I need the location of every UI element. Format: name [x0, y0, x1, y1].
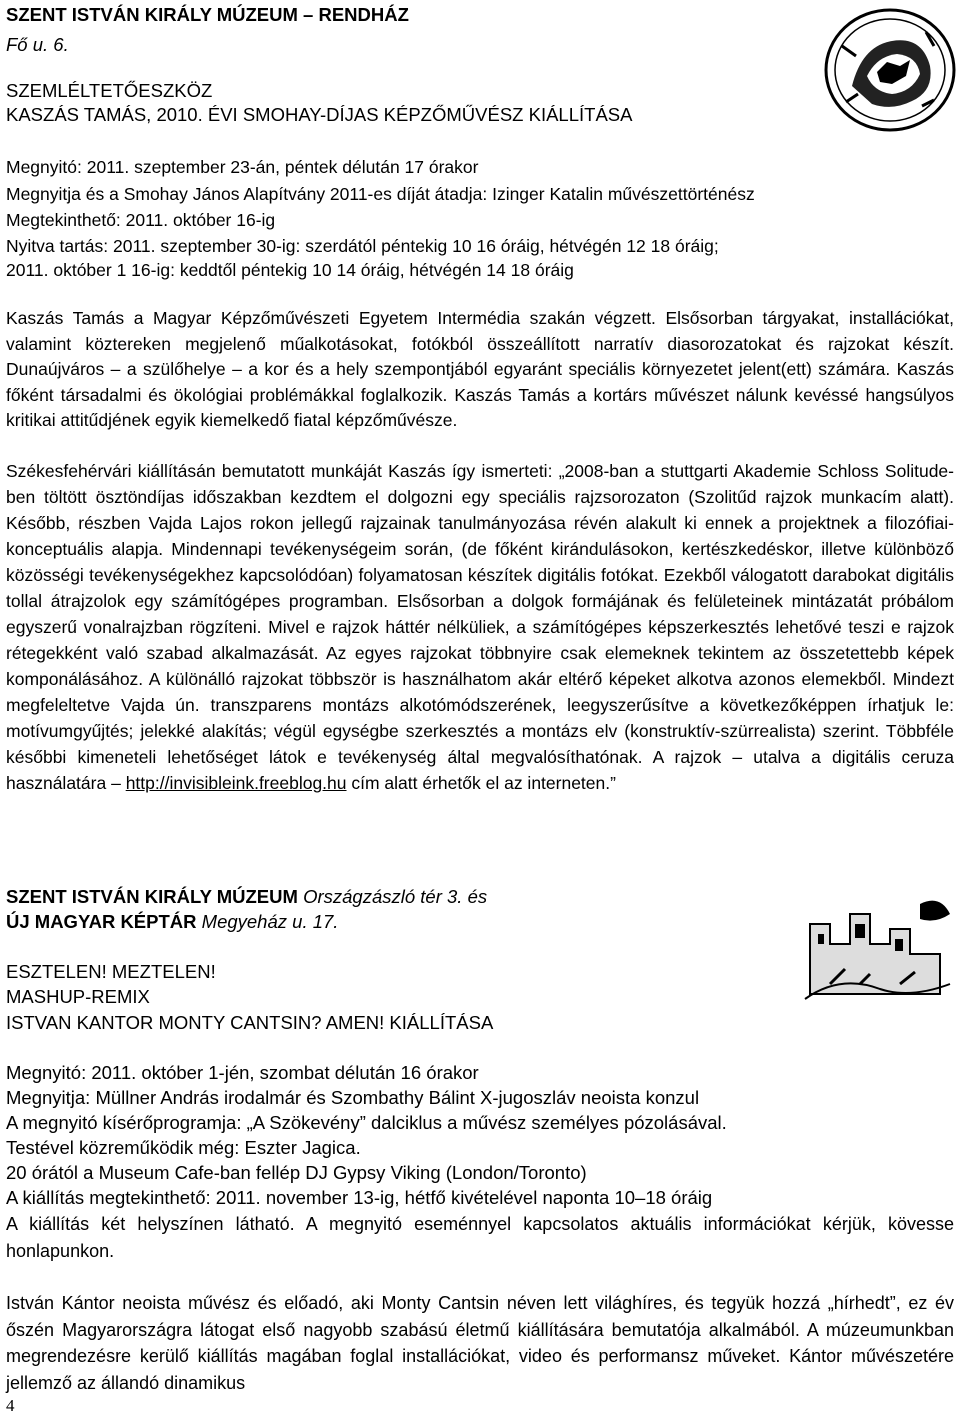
- detail-line: 2011. október 1 16-ig: keddtől péntekig 10 14 óráig, hétvégén 14 18 óráig: [6, 260, 574, 280]
- venue-1-address: Országzászló tér 3. és: [303, 886, 488, 907]
- page-number: 4: [6, 1396, 15, 1415]
- detail-line: Megtekinthető: 2011. október 16-ig: [6, 210, 276, 230]
- museum-address: Fő u. 6.: [6, 34, 69, 55]
- detail-line: Nyitva tartás: 2011. szeptember 30-ig: szerdától péntekig 10 16 óráig, hétvégén 12 18 óráig;: [6, 236, 719, 256]
- castle-illustration: [800, 884, 956, 1002]
- venue-2-address: Megyeház u. 17.: [201, 911, 339, 932]
- detail-line: Megnyitja: Müllner András irodalmár és Szombathy Bálint X-jugoszláv neoista konzul: [6, 1087, 700, 1108]
- exhibition-2-title-line: ISTVAN KANTOR MONTY CANTSIN? AMEN! KIÁLLÍTÁSA: [6, 1012, 494, 1033]
- artist-statement-paragraph: [6, 458, 954, 796]
- artist-bio-paragraph: István Kántor neoista művész és előadó, aki Monty Cantsin néven lett világhíres, és tegyük hozzá „hírhedt”, ez év őszén Magyarországra látogat első nagyobb szabású életmű kiállítására bemutatója alkalmából. A múzeumunkban megrendezésre kerülő kiállítás magában foglal installációkat, video és performansz műveket. Kántor művészetére jellemző az állandó dinamikus: [6, 1293, 954, 1393]
- detail-line: A kiállítás megtekinthető: 2011. november 13-ig, hétfő kivételével naponta 10–18 óráig: [6, 1187, 713, 1208]
- detail-line: Megnyitó: 2011. szeptember 23-án, péntek délután 17 órakor: [6, 157, 479, 177]
- artist-intro-paragraph: Kaszás Tamás a Magyar Képzőművészeti Egyetem Intermédia szakán végzett. Elsősorban tárgyakat, installációkat, valamint köztereken megjelenő műalkotásokat, fotókból összeállított narratív diasorozatokat és rajzokat készít. Dunaújváros – a szülőhelye – a kor és a hely szempontjából egyaránt speciális környezetet jelent(ett) számára. Kaszás főként társadalmi és ökológiai problémákkal foglalkozik. Kaszás Tamás a kortárs művészet nálunk kevéssé hangsúlyos kritikai attitűdjének egyik kiemelkedő fiatal képzőművésze.: [6, 308, 954, 431]
- artist-statement-text: Székesfehérvári kiállításán bemutatott munkáját Kaszás így ismerteti: „2008-ban a stuttgarti Akademie Schloss Solitude-ben töltött ösztöndíjas időszakban kezdtem el dolgozni egy speciális rajzsorozaton (Szolitűd rajzok munkacím alatt). Később, részben Vajda Lajos rokon jellegű rajzainak tanulmányozása révén alakult ki ennek a projektnek a filozófiai-konceptuális alapja. Mindennapi tevékenységeim során, (de főként kirándulásokon, kertészkedéskor, illetve különböző közösségi tevékenységekhez kapcsolódóan) folyamatosan készítek digitális fotókat. Ezekből válogatott darabokat digitális tollal átrajzolok egy számítógépes programban. Elsősorban a dolgok formájának és felületeinek mintázatát próbálom egyszerű vonalrajzban rögzíteni. Mivel e rajzok háttér nélküliek, a számítógépes képszerkesztés lehetővé teszi e rajzok rétegekként való szabad alkalmazását. Az egyes rajzokat többnyire csak elemeknek tekintem az összetettebb képek komponálásához. A különálló rajzokat többször is használhatom akár eltérő képeket alkotva azonos elemekből. Mindezt megfeleltetve Vajda ún. transzparens montázs alkotómódszerének, leegyszerűsítve a következőképpen írhatjuk le: motívumgyűjtés; jelekké alakítás; végül egységbe szerkesztés a montázs elv (konstruktív-szürrealista) szerint. Többféle későbbi kimeneteli lehetőséget látok e tevékenység által megvalósíthatónak. A rajzok – utalva a digitális ceruza használatára –: [6, 461, 954, 793]
- venue-line-1: [6, 886, 487, 908]
- detail-line: Megnyitja és a Smohay János Alapítvány 2011-es díját átadja: Izinger Katalin művészettörténész: [6, 184, 755, 204]
- venue-1-name: SZENT ISTVÁN KIRÁLY MÚZEUM: [6, 886, 298, 907]
- exhibition-title: KASZÁS TAMÁS, 2010. ÉVI SMOHAY-DÍJAS KÉPZŐMŰVÉSZ KIÁLLÍTÁSA: [6, 104, 633, 125]
- detail-line: Megnyitó: 2011. október 1-jén, szombat délután 16 órakor: [6, 1062, 479, 1083]
- exhibition-category: SZEMLÉLTETŐESZKÖZ: [6, 80, 213, 101]
- invisibleink-link[interactable]: http://invisibleink.freeblog.hu: [125, 773, 347, 793]
- venue-2-name: ÚJ MAGYAR KÉPTÁR: [6, 911, 197, 932]
- venue-line-2: [6, 911, 338, 933]
- detail-line: Testével közreműködik még: Eszter Jagica.: [6, 1137, 361, 1158]
- exhibition-2-title-line: MASHUP-REMIX: [6, 986, 150, 1007]
- artist-statement-end: cím alatt érhetők el az interneten.”: [346, 773, 616, 793]
- museum-name-heading: SZENT ISTVÁN KIRÁLY MÚZEUM – RENDHÁZ: [6, 4, 409, 25]
- detail-line: A megnyitó kísérőprogramja: „A Szökevény” dalciklus a művész személyes pózolásával.: [6, 1112, 727, 1133]
- museum-seal-logo: [822, 6, 958, 134]
- exhibition-2-title-line: ESZTELEN! MEZTELEN!: [6, 961, 216, 982]
- venue-info-paragraph: A kiállítás két helyszínen látható. A megnyitó eseménnyel kapcsolatos aktuális információkat kérjük, kövesse honlapunkon.: [6, 1214, 954, 1261]
- detail-line: 20 órától a Museum Cafe-ban fellép DJ Gypsy Viking (London/Toronto): [6, 1162, 587, 1183]
